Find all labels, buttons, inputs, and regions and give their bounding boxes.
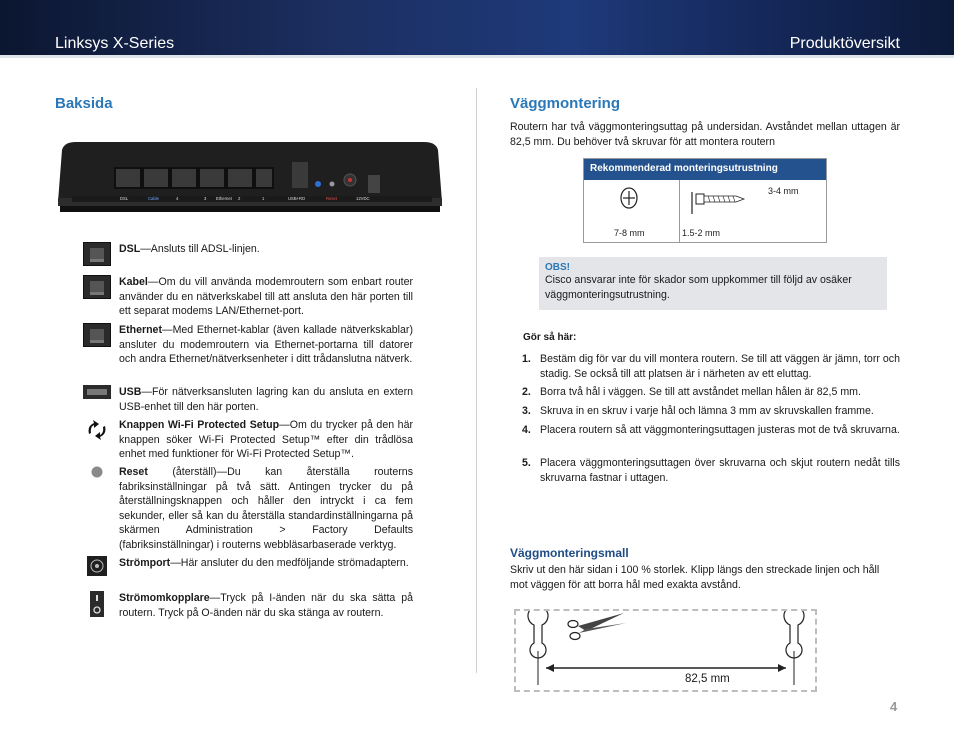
wps-icon [85,418,109,442]
item-term: Strömomkopplare [119,592,210,604]
page-number: 4 [890,699,898,714]
wall-mount-intro: Routern har två väggmonteringsuttag på undersidan. Avståndet mellan uttagen är 82,5 mm. Du behöver två skruvar för att montera routern [510,121,900,148]
list-item: 1. Bestäm dig för var du vill montera routern. Se till att väggen är jämn, torr och stadig. Se också till att platsen är i närheten av ett eluttag. [522,353,900,380]
item-term: DSL [119,243,141,255]
list-item-ethernet [83,323,413,367]
power-switch-icon [90,591,104,617]
list-item: 4. Placera routern så att väggmonteringsuttagen justeras mot de två skruvarna. [522,424,900,436]
item-term: Reset [119,466,148,478]
usb-port-icon [83,385,111,399]
mounting-hardware-table [583,158,827,243]
screw-head-icon [618,185,640,217]
list-item: 3. Skruva in en skruv i varje hål och lämna 3 mm av skruvskallen framme. [522,405,874,417]
label-screw-length: 3-4 mm [768,186,799,196]
scissors-icon [568,613,626,640]
list-item-wps [83,418,413,462]
router-label-reset: Reset [326,196,337,201]
template-title: Väggmonteringsmall [510,546,629,560]
item-term: Ethernet [119,324,162,336]
router-label-port-1: 1 [262,196,265,201]
item-text: —Om du vill använda modemroutern som enbart router använder du en nätverkskabel till att ansluta den här porten till ett separat modems LAN/Ethernet-port. [119,276,413,318]
list-item-reset [83,465,413,553]
router-label-port-3: 3 [204,196,207,201]
table-cell-screw-side [680,180,826,242]
item-text: (återställ)—Du kan återställa routerns fabriksinställningar på två sätt. Antingen trycker du på återställningsknappen och håller den intryckt i ca fem sekunder, eller så kan du återställa standardinställningarna på skärmen Administration > Factory Defaults (fabriksinställningar) i routerns webbläsarbaserade verktyg. [119,466,413,551]
item-text: —För nätverksansluten lagring kan du ansluta en extern USB-enhet till den här porten. [119,386,413,413]
item-text: —Ansluts till ADSL-linjen. [140,243,260,255]
keyhole-left-icon [528,611,548,658]
router-label-ethernet: Ethernet [216,196,232,201]
distance-label: 82,5 mm [685,673,730,685]
item-term: Kabel [119,276,148,288]
item-term: Strömport [119,557,171,569]
table-header: Rekommenderad monteringsutrustning [584,159,826,180]
item-text: —Här ansluter du den medföljande strömadaptern. [170,557,409,569]
router-label-power: 12VDC [356,196,370,201]
list-item-power-switch [83,591,413,620]
note-box [539,257,887,310]
keyhole-right-icon [784,611,804,658]
router-label-usb: USB+RD [288,196,306,201]
mounting-template [514,609,817,692]
table-cell-screw-head [584,180,680,242]
column-divider [476,88,477,673]
list-item-dsl [83,242,413,266]
list-item-cable [83,275,413,319]
left-section-title: Baksida [55,95,113,112]
list-item: 2. Borra två hål i väggen. Se till att avståndet mellan hålen är 82,5 mm. [522,386,861,398]
label-shaft-size: 1.5-2 mm [682,228,721,238]
right-section-title: Väggmontering [510,95,621,112]
cable-port-icon [83,275,111,299]
reset-button-icon [90,465,104,479]
router-label-cable: Cable [148,196,159,201]
page-header [0,0,954,58]
item-term: USB [119,386,142,398]
ethernet-port-icon [83,323,111,347]
header-section-title: Produktöversikt [789,35,900,52]
item-term: Knappen Wi-Fi Protected Setup [119,419,280,431]
list-item-power-port [83,556,413,576]
template-instructions: Skriv ut den här sidan i 100 % storlek. Klipp längs den streckade linjen och håll mot väggen för att borra hål med exakta avstånd. [510,564,880,591]
item-text: —Med Ethernet-kablar (även kallade nätverkskablar) ansluter du modemroutern via Ethernet-portarna till datorer och andra Ethernet/nätverksenheter i ditt trådanslutna nätverk. [119,324,413,366]
power-port-icon [87,556,107,576]
router-label-dsl: DSL [120,196,129,201]
label-head-size: 7-8 mm [614,228,645,238]
steps-title: Gör så här: [523,332,577,343]
dsl-port-icon [83,242,111,266]
header-brand: Linksys X-Series [55,35,175,52]
screw-side-icon [686,188,756,220]
list-item-usb [83,385,413,414]
router-label-port-2: 2 [238,196,241,201]
list-item: 5. Placera väggmonteringsuttagen över skruvarna och skjut routern nedåt tills skruvarna fastnar i uttagen. [522,457,900,484]
router-label-port-4: 4 [176,196,179,201]
router-back-panel-image [56,140,444,216]
mounting-template-drawing [516,611,815,690]
note-text: Cisco ansvarar inte för skador som uppkommer till följd av osäker väggmonteringsutrustning. [545,274,852,301]
item-text: —Tryck på I-änden när du ska sätta på routern. Tryck på O-änden när du ska stänga av routern. [119,592,413,619]
item-text: —Om du trycker på den här knappen söker Wi-Fi Protected Setup™ efter din trådlösa enhet med funktioner för Wi-Fi Protected Setup™. [119,419,413,461]
note-title: OBS! [545,262,570,273]
